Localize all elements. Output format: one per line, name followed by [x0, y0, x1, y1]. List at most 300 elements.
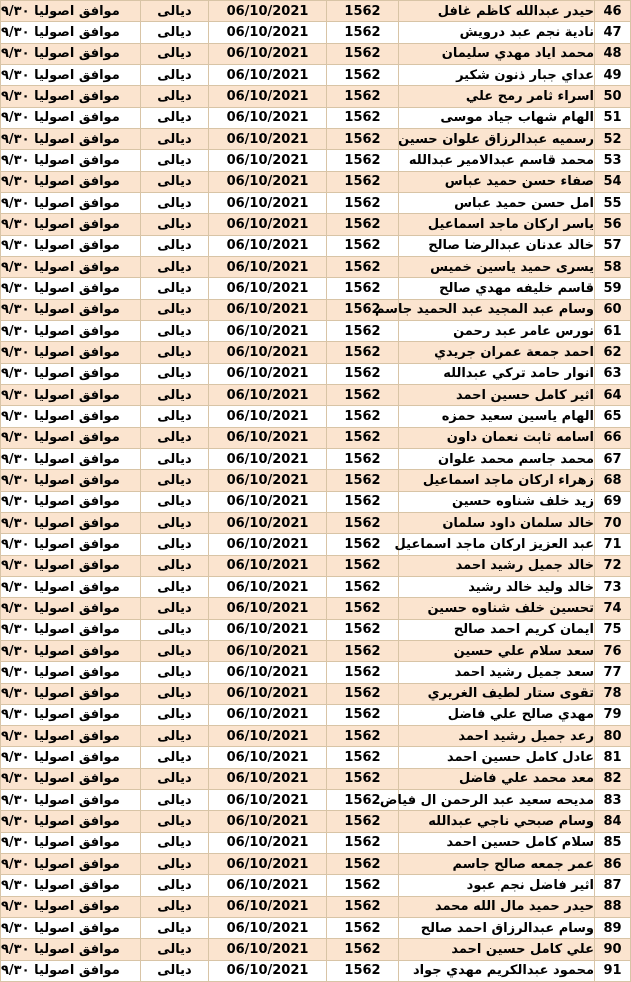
date-cell: 06/10/2021: [209, 640, 327, 661]
table-row: [1, 342, 631, 363]
table-row: [1, 811, 631, 832]
date-cell: 06/10/2021: [209, 299, 327, 320]
province-cell: ديالى: [141, 406, 209, 427]
name-cell: تحسين خلف شناوه حسين: [399, 598, 595, 619]
status-cell: موافق اصوليا ٩/٣٠: [1, 43, 141, 64]
table-row: [1, 384, 631, 405]
status-cell: موافق اصوليا ٩/٣٠: [1, 448, 141, 469]
date-cell: 06/10/2021: [209, 768, 327, 789]
name-cell: مهدي صالح علي فاضل: [399, 704, 595, 725]
province-cell: ديالى: [141, 278, 209, 299]
status-cell: موافق اصوليا ٩/٣٠: [1, 768, 141, 789]
province-cell: ديالى: [141, 854, 209, 875]
table-row: [1, 491, 631, 512]
province-cell: ديالى: [141, 768, 209, 789]
name-cell: سعد سلام علي حسين: [399, 640, 595, 661]
row-number-cell: 64: [595, 384, 631, 405]
row-number-cell: 47: [595, 22, 631, 43]
code-cell: 1562: [327, 619, 399, 640]
province-cell: ديالى: [141, 427, 209, 448]
row-number-cell: 62: [595, 342, 631, 363]
date-cell: 06/10/2021: [209, 683, 327, 704]
date-cell: 06/10/2021: [209, 875, 327, 896]
date-cell: 06/10/2021: [209, 22, 327, 43]
code-cell: 1562: [327, 448, 399, 469]
name-cell: نورس عامر عبد رحمن: [399, 320, 595, 341]
date-cell: 06/10/2021: [209, 811, 327, 832]
code-cell: 1562: [327, 555, 399, 576]
code-cell: 1562: [327, 320, 399, 341]
code-cell: 1562: [327, 384, 399, 405]
province-cell: ديالى: [141, 726, 209, 747]
province-cell: ديالى: [141, 363, 209, 384]
name-cell: محمد اياد مهدي سليمان: [399, 43, 595, 64]
table-row: [1, 64, 631, 85]
table-row: [1, 363, 631, 384]
table-row: [1, 320, 631, 341]
date-cell: 06/10/2021: [209, 64, 327, 85]
code-cell: 1562: [327, 256, 399, 277]
table-row: [1, 726, 631, 747]
row-number-cell: 59: [595, 278, 631, 299]
code-cell: 1562: [327, 960, 399, 981]
status-cell: موافق اصوليا ٩/٣٠: [1, 790, 141, 811]
name-cell: اسامه ثابت نعمان داون: [399, 427, 595, 448]
name-cell: رعد جميل رشيد احمد: [399, 726, 595, 747]
row-number-cell: 68: [595, 470, 631, 491]
row-number-cell: 88: [595, 896, 631, 917]
province-cell: ديالى: [141, 320, 209, 341]
province-cell: ديالى: [141, 299, 209, 320]
table-row: [1, 406, 631, 427]
name-cell: نادية نجم عبد درويش: [399, 22, 595, 43]
date-cell: 06/10/2021: [209, 491, 327, 512]
code-cell: 1562: [327, 768, 399, 789]
name-cell: امل حسن حميد عباس: [399, 192, 595, 213]
province-cell: ديالى: [141, 875, 209, 896]
table-row: [1, 150, 631, 171]
province-cell: ديالى: [141, 534, 209, 555]
date-cell: 06/10/2021: [209, 960, 327, 981]
status-cell: موافق اصوليا ٩/٣٠: [1, 854, 141, 875]
row-number-cell: 91: [595, 960, 631, 981]
code-cell: 1562: [327, 512, 399, 533]
province-cell: ديالى: [141, 960, 209, 981]
status-cell: موافق اصوليا ٩/٣٠: [1, 299, 141, 320]
row-number-cell: 66: [595, 427, 631, 448]
province-cell: ديالى: [141, 640, 209, 661]
date-cell: 06/10/2021: [209, 43, 327, 64]
row-number-cell: 75: [595, 619, 631, 640]
date-cell: 06/10/2021: [209, 150, 327, 171]
status-cell: موافق اصوليا ٩/٣٠: [1, 619, 141, 640]
row-number-cell: 48: [595, 43, 631, 64]
table-row: [1, 86, 631, 107]
table-row: [1, 299, 631, 320]
code-cell: 1562: [327, 64, 399, 85]
code-cell: 1562: [327, 278, 399, 299]
table-row: [1, 662, 631, 683]
row-number-cell: 52: [595, 128, 631, 149]
date-cell: 06/10/2021: [209, 939, 327, 960]
table-row: [1, 960, 631, 981]
province-cell: ديالى: [141, 896, 209, 917]
table-row: [1, 768, 631, 789]
row-number-cell: 89: [595, 918, 631, 939]
table-row: [1, 619, 631, 640]
date-cell: 06/10/2021: [209, 704, 327, 725]
province-cell: ديالى: [141, 192, 209, 213]
table-row: [1, 171, 631, 192]
code-cell: 1562: [327, 726, 399, 747]
province-cell: ديالى: [141, 64, 209, 85]
status-cell: موافق اصوليا ٩/٣٠: [1, 704, 141, 725]
name-cell: خالد جميل رشيد احمد: [399, 555, 595, 576]
code-cell: 1562: [327, 406, 399, 427]
date-cell: 06/10/2021: [209, 363, 327, 384]
date-cell: 06/10/2021: [209, 406, 327, 427]
province-cell: ديالى: [141, 235, 209, 256]
status-cell: موافق اصوليا ٩/٣٠: [1, 832, 141, 853]
status-cell: موافق اصوليا ٩/٣٠: [1, 256, 141, 277]
name-cell: اثير فاضل نجم عبود: [399, 875, 595, 896]
province-cell: ديالى: [141, 150, 209, 171]
row-number-cell: 80: [595, 726, 631, 747]
row-number-cell: 74: [595, 598, 631, 619]
status-cell: موافق اصوليا ٩/٣٠: [1, 171, 141, 192]
row-number-cell: 84: [595, 811, 631, 832]
row-number-cell: 60: [595, 299, 631, 320]
code-cell: 1562: [327, 22, 399, 43]
date-cell: 06/10/2021: [209, 918, 327, 939]
province-cell: ديالى: [141, 22, 209, 43]
name-cell: وسام عبد المجيد عبد الحميد جاسم: [399, 299, 595, 320]
code-cell: 1562: [327, 811, 399, 832]
code-cell: 1562: [327, 299, 399, 320]
code-cell: 1562: [327, 875, 399, 896]
code-cell: 1562: [327, 854, 399, 875]
province-cell: ديالى: [141, 256, 209, 277]
status-cell: موافق اصوليا ٩/٣٠: [1, 470, 141, 491]
code-cell: 1562: [327, 342, 399, 363]
name-cell: الهام ياسين سعيد حمزه: [399, 406, 595, 427]
name-cell: عداي جبار ذنون شكير: [399, 64, 595, 85]
name-cell: احمد جمعة عمران جريدي: [399, 342, 595, 363]
date-cell: 06/10/2021: [209, 86, 327, 107]
table-row: [1, 790, 631, 811]
province-cell: ديالى: [141, 790, 209, 811]
table-row: [1, 704, 631, 725]
code-cell: 1562: [327, 363, 399, 384]
status-cell: موافق اصوليا ٩/٣٠: [1, 363, 141, 384]
name-cell: خالد وليد خالد رشيد: [399, 576, 595, 597]
table-body: [1, 1, 631, 982]
name-cell: خالد سلمان داود سلمان: [399, 512, 595, 533]
code-cell: 1562: [327, 491, 399, 512]
table-row: [1, 43, 631, 64]
province-cell: ديالى: [141, 704, 209, 725]
date-cell: 06/10/2021: [209, 534, 327, 555]
code-cell: 1562: [327, 128, 399, 149]
status-cell: موافق اصوليا ٩/٣٠: [1, 662, 141, 683]
status-cell: موافق اصوليا ٩/٣٠: [1, 576, 141, 597]
row-number-cell: 51: [595, 107, 631, 128]
row-number-cell: 63: [595, 363, 631, 384]
code-cell: 1562: [327, 427, 399, 448]
status-cell: موافق اصوليا ٩/٣٠: [1, 342, 141, 363]
code-cell: 1562: [327, 939, 399, 960]
name-cell: محمود عبدالكريم مهدي جواد: [399, 960, 595, 981]
row-number-cell: 78: [595, 683, 631, 704]
name-cell: رسميه عبدالرزاق علوان حسين: [399, 128, 595, 149]
status-cell: موافق اصوليا ٩/٣٠: [1, 22, 141, 43]
date-cell: 06/10/2021: [209, 384, 327, 405]
code-cell: 1562: [327, 43, 399, 64]
row-number-cell: 85: [595, 832, 631, 853]
date-cell: 06/10/2021: [209, 470, 327, 491]
status-cell: موافق اصوليا ٩/٣٠: [1, 214, 141, 235]
status-cell: موافق اصوليا ٩/٣٠: [1, 128, 141, 149]
status-cell: موافق اصوليا ٩/٣٠: [1, 918, 141, 939]
status-cell: موافق اصوليا ٩/٣٠: [1, 150, 141, 171]
row-number-cell: 72: [595, 555, 631, 576]
status-cell: موافق اصوليا ٩/٣٠: [1, 427, 141, 448]
name-cell: تقوى ستار لطيف الغريري: [399, 683, 595, 704]
province-cell: ديالى: [141, 747, 209, 768]
table-row: [1, 256, 631, 277]
row-number-cell: 55: [595, 192, 631, 213]
table-row: [1, 598, 631, 619]
row-number-cell: 57: [595, 235, 631, 256]
status-cell: موافق اصوليا ٩/٣٠: [1, 534, 141, 555]
date-cell: 06/10/2021: [209, 192, 327, 213]
date-cell: 06/10/2021: [209, 598, 327, 619]
date-cell: 06/10/2021: [209, 278, 327, 299]
row-number-cell: 83: [595, 790, 631, 811]
code-cell: 1562: [327, 235, 399, 256]
name-cell: صفاء حسن حميد عباس: [399, 171, 595, 192]
province-cell: ديالى: [141, 214, 209, 235]
status-cell: موافق اصوليا ٩/٣٠: [1, 598, 141, 619]
row-number-cell: 50: [595, 86, 631, 107]
date-cell: 06/10/2021: [209, 235, 327, 256]
row-number-cell: 87: [595, 875, 631, 896]
date-cell: 06/10/2021: [209, 854, 327, 875]
table-row: [1, 427, 631, 448]
status-cell: موافق اصوليا ٩/٣٠: [1, 64, 141, 85]
table-row: [1, 896, 631, 917]
status-cell: موافق اصوليا ٩/٣٠: [1, 107, 141, 128]
date-cell: 06/10/2021: [209, 342, 327, 363]
status-cell: موافق اصوليا ٩/٣٠: [1, 406, 141, 427]
name-cell: ياسر اركان ماجد اسماعيل: [399, 214, 595, 235]
name-cell: زهراء اركان ماجد اسماعيل: [399, 470, 595, 491]
row-number-cell: 77: [595, 662, 631, 683]
table-row: [1, 192, 631, 213]
code-cell: 1562: [327, 790, 399, 811]
status-cell: موافق اصوليا ٩/٣٠: [1, 747, 141, 768]
province-cell: ديالى: [141, 939, 209, 960]
province-cell: ديالى: [141, 448, 209, 469]
province-cell: ديالى: [141, 832, 209, 853]
name-cell: زيد خلف شناوه حسين: [399, 491, 595, 512]
code-cell: 1562: [327, 192, 399, 213]
date-cell: 06/10/2021: [209, 790, 327, 811]
status-cell: موافق اصوليا ٩/٣٠: [1, 235, 141, 256]
name-cell: علي كامل حسين احمد: [399, 939, 595, 960]
province-cell: ديالى: [141, 384, 209, 405]
name-cell: اسراء ثامر رمح علي: [399, 86, 595, 107]
row-number-cell: 65: [595, 406, 631, 427]
name-cell: الهام شهاب جياد موسى: [399, 107, 595, 128]
code-cell: 1562: [327, 704, 399, 725]
row-number-cell: 53: [595, 150, 631, 171]
date-cell: 06/10/2021: [209, 128, 327, 149]
status-cell: موافق اصوليا ٩/٣٠: [1, 86, 141, 107]
table-row: [1, 555, 631, 576]
code-cell: 1562: [327, 683, 399, 704]
date-cell: 06/10/2021: [209, 619, 327, 640]
row-number-cell: 86: [595, 854, 631, 875]
table-row: [1, 128, 631, 149]
table-row: [1, 832, 631, 853]
name-cell: وسام صبحي ناجي عبدالله: [399, 811, 595, 832]
date-cell: 06/10/2021: [209, 512, 327, 533]
name-cell: حيدر حميد مال الله محمد: [399, 896, 595, 917]
row-number-cell: 82: [595, 768, 631, 789]
province-cell: ديالى: [141, 811, 209, 832]
row-number-cell: 69: [595, 491, 631, 512]
table-row: [1, 747, 631, 768]
province-cell: ديالى: [141, 683, 209, 704]
row-number-cell: 71: [595, 534, 631, 555]
row-number-cell: 49: [595, 64, 631, 85]
province-cell: ديالى: [141, 128, 209, 149]
date-cell: 06/10/2021: [209, 107, 327, 128]
date-cell: 06/10/2021: [209, 896, 327, 917]
name-cell: عبد العزيز اركان ماجد اسماعيل: [399, 534, 595, 555]
name-cell: خالد عدنان عبدالرضا صالح: [399, 235, 595, 256]
table-row: [1, 278, 631, 299]
table-row: [1, 1, 631, 22]
row-number-cell: 81: [595, 747, 631, 768]
date-cell: 06/10/2021: [209, 256, 327, 277]
code-cell: 1562: [327, 662, 399, 683]
name-cell: محمد جاسم محمد علوان: [399, 448, 595, 469]
name-cell: مديحه سعيد عبد الرحمن ال فياض: [399, 790, 595, 811]
row-number-cell: 76: [595, 640, 631, 661]
code-cell: 1562: [327, 747, 399, 768]
province-cell: ديالى: [141, 662, 209, 683]
status-cell: موافق اصوليا ٩/٣٠: [1, 640, 141, 661]
date-cell: 06/10/2021: [209, 832, 327, 853]
status-cell: موافق اصوليا ٩/٣٠: [1, 1, 141, 22]
status-cell: موافق اصوليا ٩/٣٠: [1, 960, 141, 981]
table-row: [1, 875, 631, 896]
code-cell: 1562: [327, 640, 399, 661]
status-cell: موافق اصوليا ٩/٣٠: [1, 811, 141, 832]
name-cell: معد محمد علي فاضل: [399, 768, 595, 789]
date-cell: 06/10/2021: [209, 214, 327, 235]
table-row: [1, 512, 631, 533]
code-cell: 1562: [327, 832, 399, 853]
name-cell: انوار حامد تركي عبدالله: [399, 363, 595, 384]
date-cell: 06/10/2021: [209, 320, 327, 341]
province-cell: ديالى: [141, 512, 209, 533]
status-cell: موافق اصوليا ٩/٣٠: [1, 278, 141, 299]
code-cell: 1562: [327, 107, 399, 128]
name-cell: عمر جمعه صالح جاسم: [399, 854, 595, 875]
status-cell: موافق اصوليا ٩/٣٠: [1, 491, 141, 512]
name-cell: قاسم خليفه مهدي صالح: [399, 278, 595, 299]
province-cell: ديالى: [141, 491, 209, 512]
province-cell: ديالى: [141, 171, 209, 192]
table-row: [1, 534, 631, 555]
date-cell: 06/10/2021: [209, 171, 327, 192]
row-number-cell: 70: [595, 512, 631, 533]
table-row: [1, 939, 631, 960]
table-row: [1, 683, 631, 704]
code-cell: 1562: [327, 150, 399, 171]
date-cell: 06/10/2021: [209, 747, 327, 768]
row-number-cell: 54: [595, 171, 631, 192]
table-row: [1, 448, 631, 469]
province-cell: ديالى: [141, 43, 209, 64]
name-cell: وسام عبدالرزاق احمد صالح: [399, 918, 595, 939]
status-cell: موافق اصوليا ٩/٣٠: [1, 896, 141, 917]
status-cell: موافق اصوليا ٩/٣٠: [1, 939, 141, 960]
code-cell: 1562: [327, 534, 399, 555]
row-number-cell: 46: [595, 1, 631, 22]
row-number-cell: 73: [595, 576, 631, 597]
table-row: [1, 235, 631, 256]
date-cell: 06/10/2021: [209, 576, 327, 597]
province-cell: ديالى: [141, 470, 209, 491]
province-cell: ديالى: [141, 555, 209, 576]
table-row: [1, 854, 631, 875]
province-cell: ديالى: [141, 1, 209, 22]
code-cell: 1562: [327, 918, 399, 939]
code-cell: 1562: [327, 896, 399, 917]
table-row: [1, 918, 631, 939]
table-row: [1, 107, 631, 128]
date-cell: 06/10/2021: [209, 555, 327, 576]
date-cell: 06/10/2021: [209, 448, 327, 469]
name-cell: عادل كامل حسين احمد: [399, 747, 595, 768]
code-cell: 1562: [327, 86, 399, 107]
table-row: [1, 576, 631, 597]
code-cell: 1562: [327, 598, 399, 619]
date-cell: 06/10/2021: [209, 1, 327, 22]
status-cell: موافق اصوليا ٩/٣٠: [1, 320, 141, 341]
row-number-cell: 61: [595, 320, 631, 341]
status-cell: موافق اصوليا ٩/٣٠: [1, 512, 141, 533]
province-cell: ديالى: [141, 86, 209, 107]
status-cell: موافق اصوليا ٩/٣٠: [1, 555, 141, 576]
name-cell: ايمان كريم احمد صالح: [399, 619, 595, 640]
row-number-cell: 56: [595, 214, 631, 235]
province-cell: ديالى: [141, 918, 209, 939]
name-cell: اثير كامل حسين احمد: [399, 384, 595, 405]
code-cell: 1562: [327, 1, 399, 22]
table-row: [1, 22, 631, 43]
table-row: [1, 640, 631, 661]
province-cell: ديالى: [141, 619, 209, 640]
code-cell: 1562: [327, 214, 399, 235]
name-cell: حيدر عبدالله كاظم غافل: [399, 1, 595, 22]
name-cell: سعد جميل رشيد احمد: [399, 662, 595, 683]
row-number-cell: 67: [595, 448, 631, 469]
